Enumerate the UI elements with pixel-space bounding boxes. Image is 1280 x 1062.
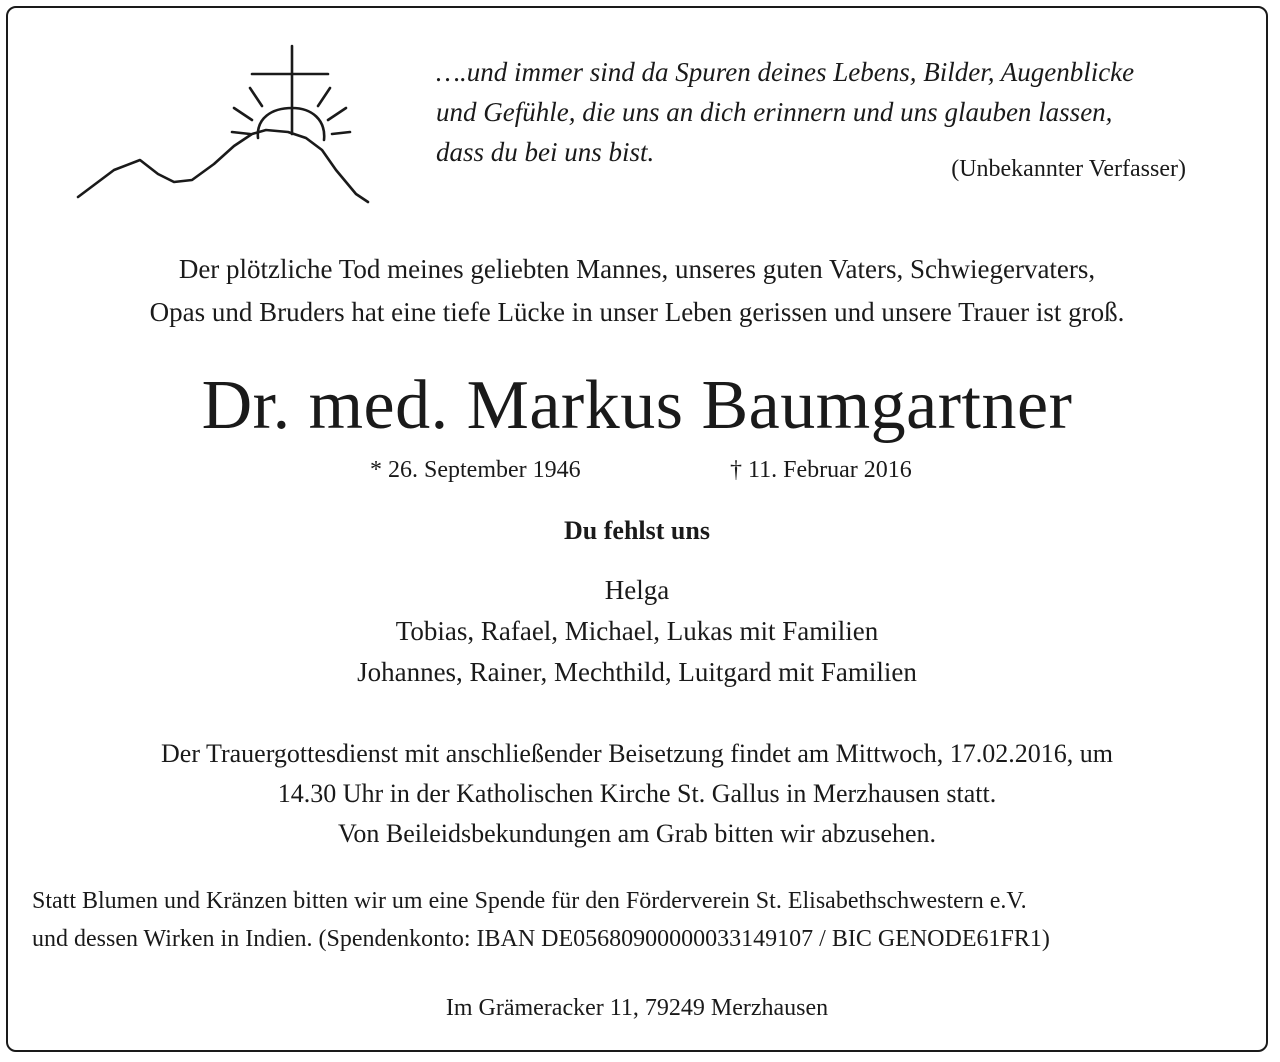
quote bbox=[436, 52, 1236, 172]
service-info bbox=[10, 734, 1264, 854]
intro-line: Der plötzliche Tod meines geliebten Mannes, unseres guten Vaters, Schwiegervaters, bbox=[178, 254, 1096, 284]
donation-line: und dessen Wirken in Indien. (Spendenkonto: IBAN DE05680900000033149107 / BIC GENODE61FR1) bbox=[32, 926, 1050, 952]
intro-text bbox=[10, 248, 1264, 334]
motto: Du fehlst uns bbox=[564, 516, 710, 545]
family-line: Helga bbox=[604, 575, 670, 605]
cross-sun-hill-icon bbox=[74, 42, 374, 212]
family-line: Tobias, Rafael, Michael, Lukas mit Familien bbox=[395, 616, 879, 646]
deceased-name: Dr. med. Markus Baumgartner bbox=[201, 367, 1073, 444]
service-line: Der Trauergottesdienst mit anschließender Beisetzung findet am Mittwoch, 17.02.2016, um bbox=[161, 739, 1113, 768]
quote-line: und Gefühle, die uns an dich erinnern und uns glauben lassen, bbox=[436, 97, 1113, 127]
family-line: Johannes, Rainer, Mechthild, Luitgard mit Familien bbox=[357, 657, 917, 687]
quote-line: ….und immer sind da Spuren deines Lebens, Bilder, Augenblicke bbox=[436, 57, 1135, 87]
death-date: † 11. Februar 2016 bbox=[730, 457, 912, 483]
donation-info bbox=[32, 882, 1262, 958]
quote-line: dass du bei uns bist. bbox=[436, 137, 655, 167]
intro-line: Opas und Bruders hat eine tiefe Lücke in unser Leben gerissen und unsere Trauer ist groß. bbox=[149, 297, 1125, 327]
donation-line: Statt Blumen und Kränzen bitten wir um eine Spende für den Förderverein St. Elisabethschwestern e.V. bbox=[32, 888, 1027, 914]
service-line: 14.30 Uhr in der Katholischen Kirche St. Gallus in Merzhausen statt. bbox=[277, 779, 997, 808]
service-line: Von Beileidsbekundungen am Grab bitten wir abzusehen. bbox=[337, 819, 937, 848]
birth-date: * 26. September 1946 bbox=[370, 457, 581, 483]
family-list bbox=[10, 570, 1264, 693]
address: Im Grämeracker 11, 79249 Merzhausen bbox=[445, 995, 829, 1021]
quote-author: (Unbekannter Verfasser) bbox=[951, 156, 1186, 182]
